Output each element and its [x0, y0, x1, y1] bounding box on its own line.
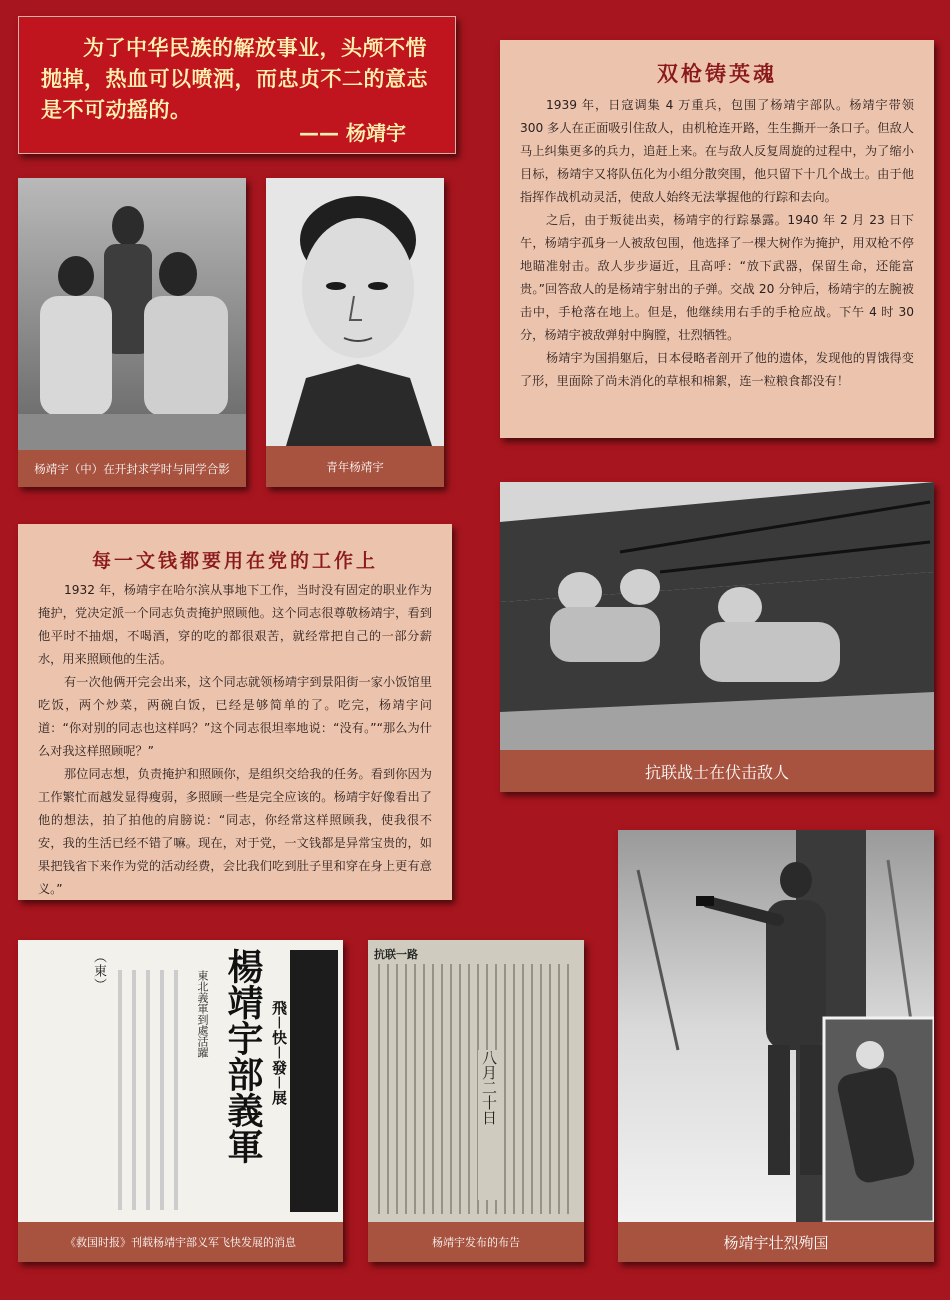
proclamation-header: 抗联一路: [374, 948, 418, 961]
newspaper-source: 東北義軍到處活躍: [196, 970, 209, 1058]
photo-card-martyr: [618, 830, 934, 1262]
story-money-title: 每一文钱都要用在党的工作上: [91, 550, 378, 572]
martyr-painting: [618, 830, 934, 1222]
photo-card-portrait: [266, 178, 444, 487]
school-group-photo: [18, 178, 246, 450]
quote-author: —— 杨靖宇: [299, 121, 406, 145]
photo-card-ambush: [500, 482, 934, 792]
newspaper-caption: 《救国时报》刊载杨靖宇部义军飞快发展的消息: [65, 1236, 296, 1249]
quote-banner: [18, 16, 456, 154]
photo-card-school-group: [18, 178, 246, 487]
ambush-caption: 抗联战士在伏击敌人: [644, 762, 789, 782]
story-guns-paragraph: 1939 年，日寇调集 4 万重兵，包围了杨靖宇部队。杨靖宇带领 300 多人在正面吸引住敌人，由机枪连开路，生生撕开一条口子。但敌人马上纠集更多的兵力，追赶上来。在与敌人反复周旋的过程中，为了缩小目标，杨靖宇又将队伍化为小组分散突围，他只留下十几个战士。由于他指挥作战机动灵活，使敌人始终无法掌握他的行踪和去向。: [520, 98, 914, 204]
story-money-paragraph: 有一次他俩开完会出来，这个同志就领杨靖宇到景阳街一家小饭馆里吃饭，两个炒菜，两碗白饭，已经是够简单的了。吃完，杨靖宇问道：“你对别的同志也这样吗？”这个同志很坦率地说：“没有。”“那么为什么对我这样照顾呢？”: [38, 675, 432, 758]
photo-card-newspaper: [18, 940, 343, 1262]
ambush-photo: [500, 482, 934, 750]
newspaper-headline: 楊靖宇部義軍: [222, 948, 264, 1164]
proclamation-text-columns: [378, 964, 574, 1214]
newspaper-body-columns: [118, 970, 182, 1210]
school-group-caption: 杨靖宇（中）在开封求学时与同学合影: [34, 461, 230, 476]
martyr-caption: 杨靖宇壮烈殉国: [723, 1233, 829, 1252]
proclamation-date: 八月二十日: [478, 1050, 500, 1200]
story-guns-paragraph: 杨靖宇为国捐躯后，日本侵略者剖开了他的遗体，发现他的胃饿得变了形，里面除了尚未消化的草根和棉絮，连一粒粮食都没有！: [520, 351, 914, 388]
proclamation-document: [368, 940, 584, 1222]
portrait-photo: [266, 178, 444, 446]
newspaper-subhead: 飛－快－發－展: [270, 1000, 288, 1106]
story-guns-title: 双枪铸英魂: [657, 61, 777, 86]
portrait-caption: 青年杨靖宇: [326, 459, 384, 474]
story-panel-money: [18, 524, 452, 900]
newspaper-masthead: [290, 950, 338, 1212]
quote-text: 为了中华民族的解放事业，头颅不惜抛掉，热血可以喷洒，而忠贞不二的意志是不可动摇的。: [41, 36, 428, 122]
story-panel-guns: [500, 40, 934, 438]
story-money-paragraph: 1932 年，杨靖宇在哈尔滨从事地下工作，当时没有固定的职业作为掩护，党决定派一个同志负责掩护照顾他。这个同志很尊敬杨靖宇，看到他平时不抽烟，不喝酒，穿的吃的都很艰苦，就经常把自己的一部分薪水，用来照顾他的生活。: [38, 583, 432, 666]
story-guns-paragraph: 之后，由于叛徒出卖，杨靖宇的行踪暴露。1940 年 2 月 23 日下午，杨靖宇孤身一人被敌包围，他选择了一棵大树作为掩护，用双枪不停地瞄准射击。敌人步步逼近，且高呼：“放下武器，保留生命，还能富贵。”回答敌人的是杨靖宇射出的子弹。交战 20 分钟后，杨靖宇的左腕被击中，手枪落在地上。但是，他继续用右手的手枪应战。下午 4 时 30 分，杨靖宇被敌弹射中胸膛，壮烈牺牲。: [520, 213, 914, 342]
story-money-paragraph: 那位同志想，负责掩护和照顾你，是组织交给我的任务。看到你因为工作繁忙而越发显得瘦弱，多照顾一些是完全应该的。杨靖宇好像看出了他的想法，拍了拍他的肩膀说：“同志，你经常这样照顾我，使我很不安，我的生活已经不错了嘛。现在，对于党，一文钱都是异常宝贵的，如果把钱省下来作为党的活动经费，会比我们吃到肚子里和穿在身上更有意义。”: [38, 767, 432, 896]
photo-card-proclamation: [368, 940, 584, 1262]
newspaper-tag: （東）: [91, 950, 106, 992]
proclamation-caption: 杨靖宇发布的布告: [432, 1236, 520, 1249]
newspaper-clipping: [18, 940, 343, 1222]
